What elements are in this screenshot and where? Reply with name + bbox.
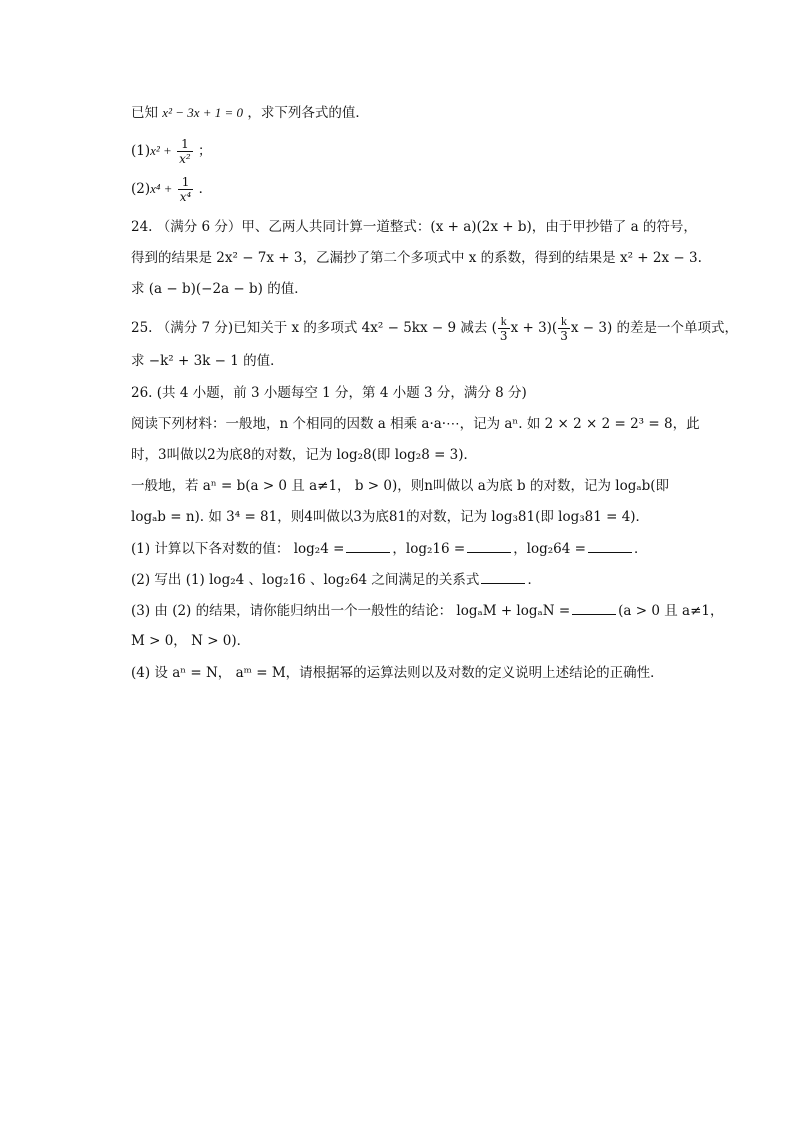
q26-heading: 26. (共 4 小题，前 3 小题每空 1 分，第 4 小题 3 分，满分 8 分): [131, 385, 527, 401]
intro-line: [131, 104, 369, 122]
q26-material-4: logₐb = n). 如 3⁴ = 81，则4叫做以3为底81的对数，记为 log₃81(即 log₃81 = 4)．: [131, 509, 650, 525]
q24-line-3: 求 (a − b)(−2a − b) 的值．: [131, 281, 308, 297]
part-1-denominator: x²: [179, 152, 191, 166]
intro-tail: ，求下列各式的值．: [247, 105, 369, 121]
part-2-expr: x⁴ +: [150, 181, 173, 196]
answer-blank-3[interactable]: [588, 540, 632, 553]
part-1-numerator: 1: [177, 137, 193, 152]
sub-1-text-c: ，log₂64 =: [513, 541, 586, 557]
part-2-label: (2): [131, 181, 151, 197]
q26-sub-2: [131, 571, 541, 589]
part-2-denominator: x⁴: [179, 190, 192, 204]
q25-head: 25. （满分 7 分)已知关于 x 的多项式 4x² − 5kx − 9 减去 (: [131, 320, 497, 336]
sub-3-text-a: (3) 由 (2) 的结果，请你能归纳出一个一般性的结论： logₐM + logₐN =: [131, 603, 571, 619]
intro-part-2: [131, 175, 212, 204]
intro-lead: 已知: [131, 105, 158, 121]
part-1-end: ；: [198, 143, 212, 159]
q25-line-1: [131, 314, 738, 343]
q25-fraction-2: [558, 314, 570, 343]
intro-equation: x² − 3x + 1 = 0: [162, 105, 244, 120]
answer-blank-1[interactable]: [346, 540, 390, 553]
sub-1-text-a: (1) 计算以下各对数的值： log₂4 =: [131, 541, 345, 557]
q26-sub-1: [131, 540, 647, 558]
intro-part-1: [131, 137, 212, 166]
part-1-fraction: [177, 137, 193, 166]
q25-line-2: 求 −k² + 3k − 1 的值．: [131, 353, 284, 369]
part-2-fraction: [178, 175, 194, 204]
part-2-end: ．: [198, 181, 213, 197]
q26-sub-3: [131, 602, 723, 620]
q25-frac-2-den: 3: [560, 329, 568, 343]
q26-sub-4: (4) 设 aⁿ = N， aᵐ = M，请根据幂的运算法则以及对数的定义说明上述结论的正确性．: [131, 665, 664, 681]
q25-frac-1-den: 3: [499, 329, 508, 343]
q26-sub-3-cont: M > 0， N > 0)．: [131, 633, 251, 649]
q24-line-1: 24. （满分 6 分）甲、乙两人共同计算一道整式：(x + a)(2x + b)，由于甲抄错了 a 的符号，: [131, 219, 697, 235]
sub-1-text-b: ，log₂16 =: [392, 541, 466, 557]
sub-2-text-b: ．: [527, 572, 541, 588]
q26-material-1: 阅读下列材料：一般地，n 个相同的因数 a 相乘 a·a·⋯，记为 aⁿ. 如 2 × 2 × 2 = 2³ = 8，此: [131, 416, 700, 432]
q26-material-2: 时，3叫做以2为底8的对数，记为 log₂8(即 log₂8 = 3)．: [131, 447, 478, 463]
sub-2-text-a: (2) 写出 (1) log₂4 、log₂16 、log₂64 之间满足的关系式: [131, 572, 480, 588]
part-2-numerator: 1: [178, 175, 194, 190]
sub-3-text-b: (a > 0 且 a≠1，: [618, 603, 724, 619]
answer-blank-4[interactable]: [481, 571, 525, 584]
q24-line-2: 得到的结果是 2x² − 7x + 3，乙漏抄了第二个多项式中 x 的系数，得到的结果是 x² + 2x − 3.: [131, 250, 702, 266]
q25-frac-2-num: k: [558, 314, 570, 329]
answer-blank-5[interactable]: [572, 602, 616, 615]
q25-fraction-1: [498, 314, 510, 343]
part-1-expr: x² +: [150, 143, 172, 158]
answer-blank-2[interactable]: [467, 540, 511, 553]
part-1-label: (1): [131, 143, 151, 159]
sub-1-text-d: ．: [633, 541, 648, 557]
q25-frac-1-num: k: [498, 314, 510, 329]
q25-mid: x + 3)(: [510, 320, 558, 336]
q26-material-3: 一般地，若 aⁿ = b(a > 0 且 a≠1， b > 0)，则n叫做以 a为底 b 的对数，记为 logₐb(即: [131, 478, 669, 494]
q25-tail: x − 3) 的差是一个单项式，: [570, 320, 738, 336]
